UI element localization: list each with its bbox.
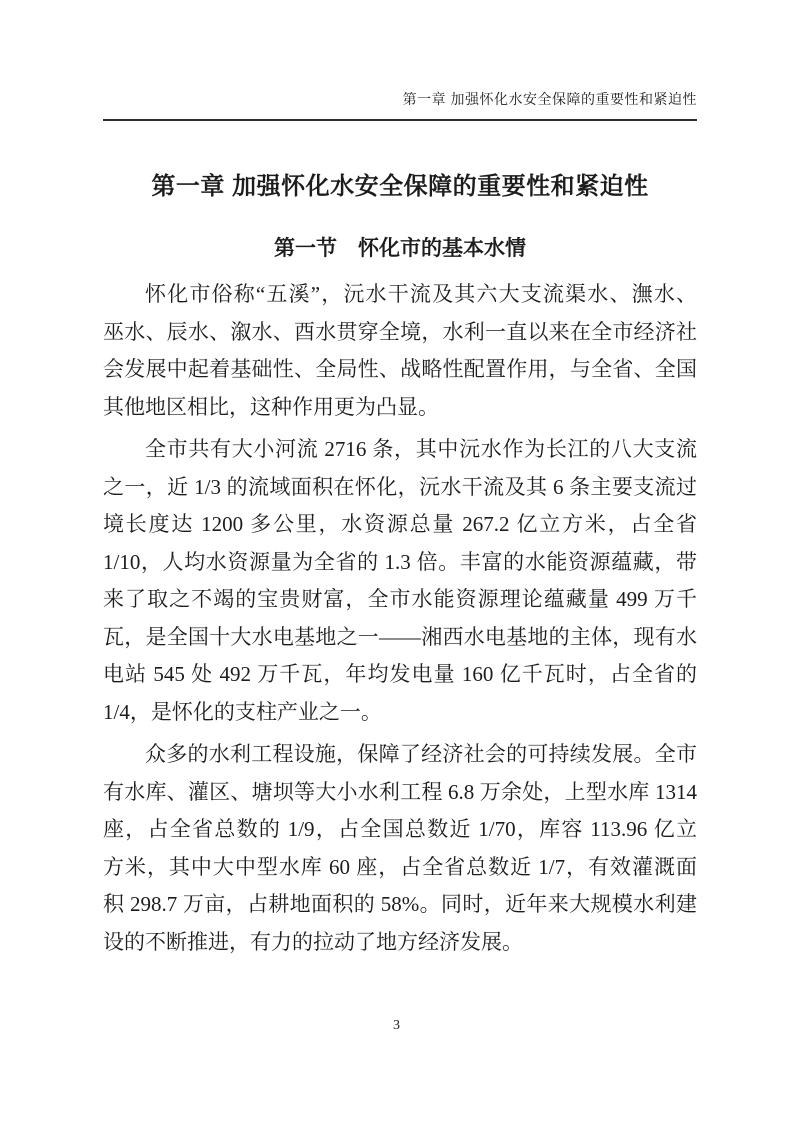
paragraph-line: 之一，近 1/3 的流域面积在怀化，沅水干流及其 6 条主要支流过: [103, 474, 697, 499]
paragraph-line: 有水库、灌区、塘坝等大小水利工程 6.8 万余处，上型水库 1314: [103, 779, 697, 804]
paragraph-line: 积 298.7 万亩，占耕地面积的 58%。同时，近年来大规模水利建: [103, 892, 697, 916]
paragraph-line: 巫水、辰水、溆水、酉水贯穿全境，水利一直以来在全市经济社: [103, 319, 697, 344]
paragraph: [103, 431, 697, 731]
paragraph: [103, 276, 697, 426]
paragraph-line: 电站 545 处 492 万千瓦，年均发电量 160 亿千瓦时，占全省的: [103, 662, 697, 686]
paragraph-line: 会发展中起着基础性、全局性、战略性配置作用，与全省、全国: [103, 357, 697, 381]
page-number: 3: [393, 1018, 400, 1033]
paragraph-line: 设的不断推进，有力的拉动了地方经济发展。: [103, 929, 523, 954]
paragraph-line: 全市共有大小河流 2716 条，其中沅水作为长江的八大支流: [145, 437, 697, 461]
chapter-title: 第一章 加强怀化水安全保障的重要性和紧迫性: [151, 173, 649, 201]
running-header: 第一章 加强怀化水安全保障的重要性和紧迫性: [402, 91, 697, 107]
paragraph-line: 座，占全省总数的 1/9，占全国总数近 1/70，库容 113.96 亿立: [103, 817, 697, 841]
paragraph-line: 1/4，是怀化的支柱产业之一。: [103, 699, 382, 724]
section-title: 第一节 怀化市的基本水情: [274, 236, 526, 261]
paragraph-line: 瓦，是全国十大水电基地之一——湘西水电基地的主体，现有水: [103, 624, 697, 649]
paragraph-line: 方米，其中大中型水库 60 座，占全省总数近 1/7，有效灌溉面: [103, 854, 697, 879]
paragraph: [103, 736, 697, 961]
paragraph-line: 境长度达 1200 多公里，水资源总量 267.2 亿立方米，占全省: [103, 512, 697, 536]
paragraph-line: 其他地区相比，这种作用更为凸显。: [103, 394, 439, 419]
paragraph-line: 1/10，人均水资源量为全省的 1.3 倍。丰富的水能资源蕴藏，带: [103, 549, 697, 574]
body-paragraphs: [103, 276, 697, 961]
paragraph-line: 来了取之不竭的宝贵财富，全市水能资源理论蕴藏量 499 万千: [103, 587, 697, 611]
header-rule: [103, 119, 697, 121]
paragraph-line: 众多的水利工程设施，保障了经济社会的可持续发展。全市: [145, 742, 697, 766]
paragraph-line: 怀化市俗称“五溪”，沅水干流及其六大支流渠水、潕水、: [145, 282, 697, 306]
